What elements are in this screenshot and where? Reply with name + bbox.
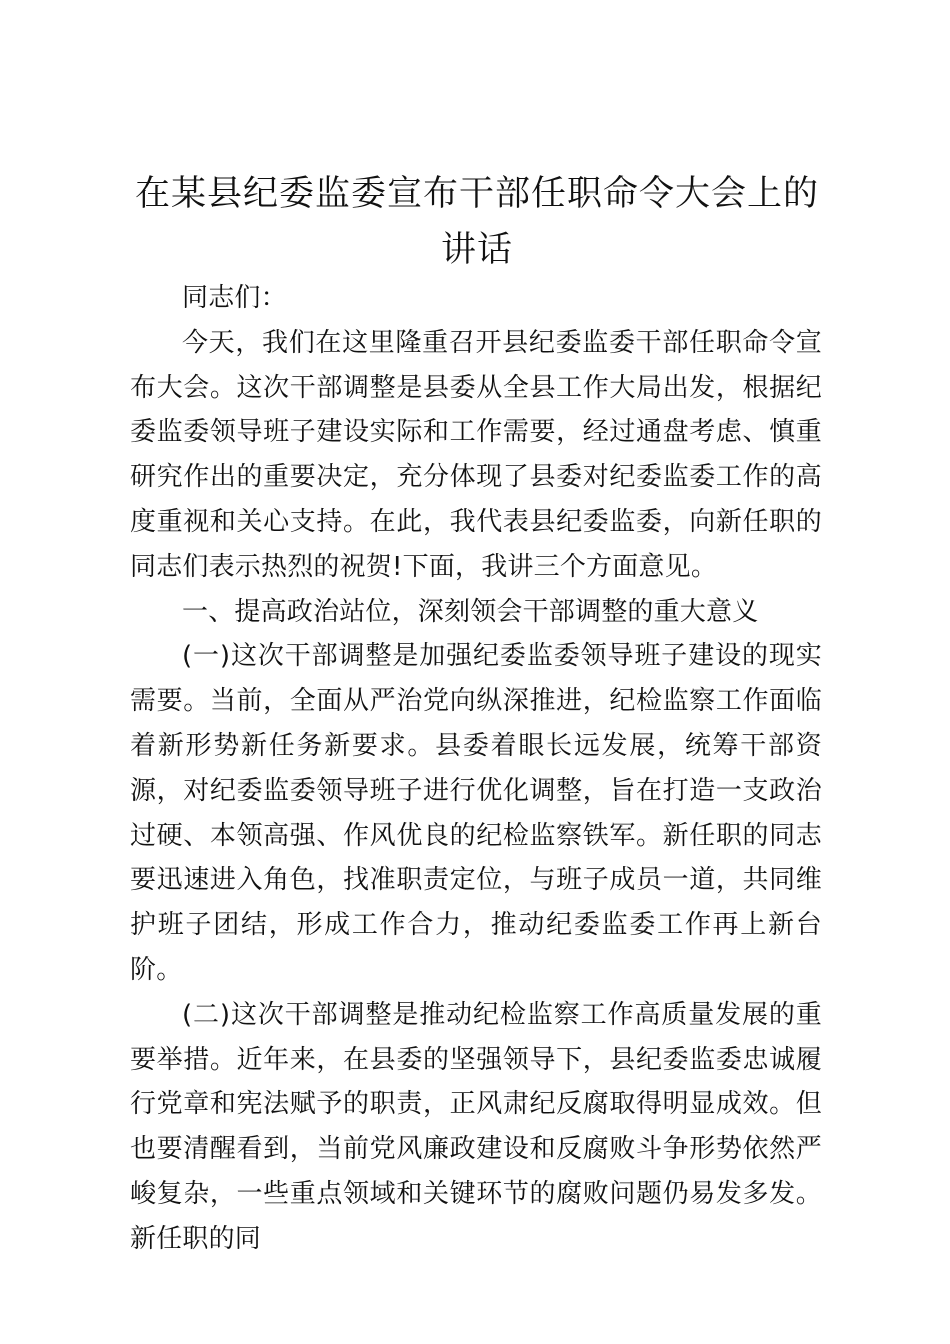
paragraph-point-2: (二)这次干部调整是推动纪检监察工作高质量发展的重要举措。近年来，在县委的坚强领导下，县纪委监委忠诚履行党章和宪法赋予的职责，正风肃纪反腐取得明显成效。但也要清醒看到，当前党风廉政建设和反腐败斗争形势依然严峻复杂，一些重点领域和关键环节的腐败问题仍易发多发。新任职的同 <box>130 999 822 1254</box>
paragraph-point-1: (一)这次干部调整是加强纪委监委领导班子建设的现实需要。当前，全面从严治党向纵深推进，纪检监察工作面临着新形势新任务新要求。县委着眼长远发展，统筹干部资源，对纪委监委领导班子进行优化调整，旨在打造一支政治过硬、本领高强、作风优良的纪检监察铁军。新任职的同志要迅速进入角色，找准职责定位，与班子成员一道，共同维护班子团结，形成工作合力，推动纪委监委工作再上新台阶。 <box>130 641 822 985</box>
document-body <box>130 276 822 1262</box>
paragraph-opening: 今天，我们在这里隆重召开县纪委监委干部任职命令宣布大会。这次干部调整是县委从全县工作大局出发，根据纪委监委领导班子建设实际和工作需要，经过通盘考虑、慎重研究作出的重要决定，充分体现了县委对纪委监委工作的高度重视和关心支持。在此，我代表县纪委监委，向新任职的同志们表示热烈的祝贺!下面，我讲三个方面意见。 <box>130 327 822 582</box>
salutation: 同志们： <box>182 283 287 313</box>
section-heading-1: 一、提高政治站位，深刻领会干部调整的重大意义 <box>182 596 759 627</box>
document-title: 在某县纪委监委宣布干部任职命令大会上的讲话 <box>134 174 819 270</box>
